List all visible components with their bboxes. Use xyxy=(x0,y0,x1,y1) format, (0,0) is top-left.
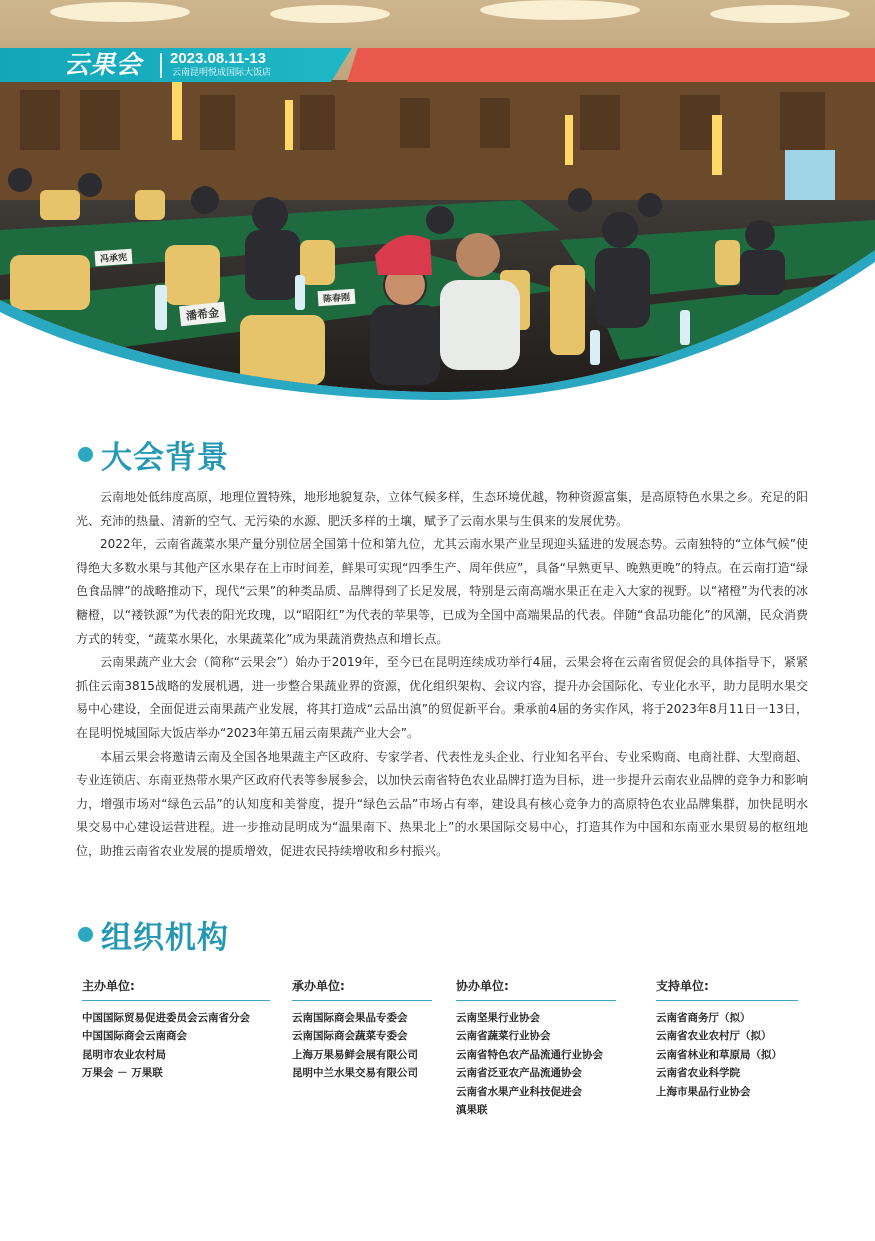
background-body xyxy=(76,486,808,864)
org-item: 中国国际商会云南商会 xyxy=(82,1030,187,1043)
name-card: 陈春刚 xyxy=(318,289,356,307)
paragraph: 云南果蔬产业大会（简称“云果会”）始办于2019年，至今已在昆明连续成功举行4届，云果会将在云南省贸促会的具体指导下，紧紧抓住云南3815战略的发展机遇，进一步整合果蔬业界的资源，优化组织架构、会议内容，提升办会国际化、专业化水平，助力昆明水果交易中心建设，全面促进云南果蔬产业发展，将其打造成“云品出滇”的贸促新平台。秉承前4届的务实作风，将于2023年8月11日一13日，在昆明悦城国际大饭店举办“2023年第五届云南果蔬产业大会”。 xyxy=(76,655,808,740)
org-column-co-organizer xyxy=(456,978,616,1119)
name-card: 冯承宪 xyxy=(95,249,133,267)
org-item: 滇果联 xyxy=(456,1104,488,1117)
name-card: 潘希金 xyxy=(179,302,226,327)
hero-photo xyxy=(0,0,875,400)
org-column-organizer xyxy=(292,978,432,1083)
org-item: 昆明市农业农村局 xyxy=(82,1048,166,1061)
org-item: 云南省林业和草原局（拟） xyxy=(656,1048,782,1061)
banner-divider xyxy=(160,53,162,78)
org-column-heading: 支持单位: xyxy=(656,978,798,1001)
section-title-organization xyxy=(78,914,229,954)
org-column-heading: 主办单位: xyxy=(82,978,270,1001)
section-heading: 组织机构 xyxy=(101,919,229,956)
org-item: 上海万果易鲜会展有限公司 xyxy=(292,1048,418,1061)
section-title-background xyxy=(78,434,229,474)
org-item: 云南省特色农产品流通行业协会 xyxy=(456,1048,603,1061)
org-item: 云南省蔬菜行业协会 xyxy=(456,1030,551,1043)
org-column-heading: 承办单位: xyxy=(292,978,432,1001)
org-column-supporter xyxy=(656,978,798,1101)
org-column-host xyxy=(82,978,270,1083)
org-item: 云南坚果行业协会 xyxy=(456,1012,540,1024)
org-column-heading: 协办单位: xyxy=(456,978,616,1001)
event-logo: 云果会 xyxy=(64,50,143,79)
org-item: 万果会 － 万果联 xyxy=(82,1067,163,1080)
banner-red-band xyxy=(347,48,875,82)
org-item: 云南省农业农村厅（拟） xyxy=(656,1030,772,1043)
org-item: 昆明中兰水果交易有限公司 xyxy=(292,1067,418,1080)
org-item: 云南省水果产业科技促进会 xyxy=(456,1085,582,1098)
event-venue: 云南昆明悦成国际大饭店 xyxy=(172,68,272,78)
org-item: 云南省农业科学院 xyxy=(656,1067,740,1080)
paragraph: 本届云果会将邀请云南及全国各地果蔬主产区政府、专家学者、代表性龙头企业、行业知名平台、专业采购商、电商社群、大型商超、专业连锁店、东南亚热带水果产区政府代表等参展参会，以加快云南省特色农业品牌打造为目标，进一步提升云南农业品牌的竞争力和影响力，增强市场对“绿色云品”的认知度和美誉度，提升“绿色云品”市场占有率，建设具有核心竞争力的高原特色农业品牌集群，加快昆明水果交易中心建设运营进程。进一步推动昆明成为“温果南下、热果北上”的水果国际交易中心，打造其作为中国和东南亚水果贸易的枢纽地位，助推云南省农业发展的提质增效，促进农民持续增收和乡村振兴。 xyxy=(76,749,809,858)
event-date: 2023.08.11-13 xyxy=(170,50,266,67)
org-item: 云南省泛亚农产品流通协会 xyxy=(456,1067,582,1080)
paragraph: 2022年，云南省蔬菜水果产量分别位居全国第十位和第九位，尤其云南水果产业呈现迎头猛进的发展态势。云南独特的“立体气候”使得绝大多数水果与其他产区水果存在上市时间差，鲜果可实现“四季生产、周年供应”，具备“早熟更早、晚熟更晚”的特点。在云南打造“绿色食品牌”的战略推动下，现代“云果”的种类品质、品牌得到了长足发展，特别是云南高端水果正在走入大家的视野。以“褚橙”为代表的冰糖橙，以“褛铁源”为代表的阳光玫瑰，以“昭阳红”为代表的苹果等，已成为全国中高端果品的代表。伴随“食品功能化”的风潮，民众消费方式的转变，“蔬菜水果化，水果蔬菜化”成为果蔬消费热点和增长点。 xyxy=(76,537,808,646)
org-item: 云南国际商会果品专委会 xyxy=(292,1012,408,1024)
org-item: 云南省商务厅（拟） xyxy=(656,1012,751,1024)
section-heading: 大会背景 xyxy=(101,439,229,476)
bullet-dot-icon xyxy=(78,447,93,462)
org-item: 云南国际商会蔬菜专委会 xyxy=(292,1030,408,1043)
paragraph: 云南地处低纬度高原，地理位置特殊，地形地貌复杂，立体气候多样，生态环境优越，物种资源富集，是高原特色水果之乡。充足的阳光、充沛的热量、清新的空气、无污染的水源、肥沃多样的土壤，赋予了云南水果与生俱来的发展优势。 xyxy=(76,490,809,528)
bullet-dot-icon xyxy=(78,927,93,942)
org-item: 上海市果品行业协会 xyxy=(656,1085,751,1098)
org-item: 中国国际贸易促进委员会云南省分会 xyxy=(82,1012,250,1024)
